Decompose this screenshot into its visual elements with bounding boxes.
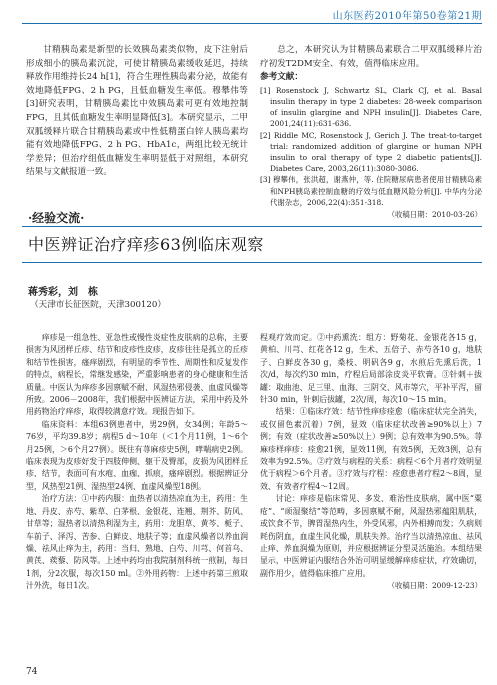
article-authors: 蒋秀彩，刘 栋	[28, 287, 98, 298]
conclusion-paragraph: 总之，本研究认为甘精胰岛素联合二甲双胍缓释片治疗初发T2DM安全、有效，值得临床应用。	[260, 45, 482, 69]
prev-article-discussion	[26, 44, 248, 204]
journal-info: 山东医药2010年第50卷第21期	[332, 11, 482, 22]
prev-article-end	[260, 44, 482, 244]
article-body-left	[26, 332, 248, 662]
header-rule	[22, 23, 482, 24]
discussion-paragraph: 甘精胰岛素是新型的长效胰岛素类似物，皮下注射后形成细小的胰岛素沉淀，可使甘精胰岛素缓收延迟，持续释放作用维持长24 h[1]，符合生理性胰岛素分泌，故能有效地降低FPG、2 h PG，且低血糖发生率低。穆攀伟等[3]研究表明，甘精胰岛素比中效胰岛素可更有效地控制FPG，且其低血糖发生率明显降低[3]。本研究显示，二甲双胍缓释片联合甘精胰岛素或中性低精蛋白锌人胰岛素均能有效地降低FPG、2 h PG、HbA1c，两组比较无统计学差异；但治疗组低血糖发生率明显低于对照组，本研究结果与文献报道一致。	[26, 45, 248, 178]
article-affiliation: （天津市长征医院，天津300120）	[30, 300, 166, 310]
reference-item: [1] Rosenstock J, Schwartz SL, Clark CJ, et al. Basal insulin therapy in type 2 diabetes: 28-week comparison of insulin glargine and NPH insulin[J]. Diabetes Care, 2001,24(11):631-636.	[260, 85, 482, 129]
section-rule-top	[22, 226, 482, 227]
received-date: （收稿日期：2009-12-23）	[387, 581, 482, 591]
body-paragraph: 讨论：痒疹是临床常见、多发、难治性皮肤病，属中医“粟疮”、“顽湿聚结”等范畴，多因禀赋不耐，风湿热邪蕴阻肌肤，或饮食不节，脾胃湿热内生，外受风邪，内外相搏而发；久病则耗伤阴血，血虚生风化燥，肌肤失养。治疗当以清热凉血、祛风止痒、养血润燥为原则，并应根据辨证分型灵活施治。本组结果显示，中医辨证内服结合外治可明显缓解痒疹症状，疗效确切，副作用少，值得临床推广应用。	[260, 494, 482, 578]
body-paragraph: 结果：①临床疗效：结节性痒疹痊愈（临床症状完全消失，或仅留色素沉着）7例，显效（临床症状改善≥90%以上）7例；有效（症状改善≥50%以上）9例；总有效率为90.5%。荨麻疹样痒疹：痊愈21例，显效11例，有效5例，无效3例，总有效率为92.5%。②疗效与病程的关系：病程＜6个月者疗效明显优于病程＞6个月者。③疗效与疗程：痊愈患者疗程2～8周，显效、有效者疗程4～12周。	[260, 407, 482, 491]
running-header	[22, 4, 482, 24]
body-paragraph: 痒疹是一组急性、亚急性或慢性炎症性皮肤病的总称，主要损害为风团样丘疹、结节和皮疹性皮疹，皮疹往往是孤立的丘疹和结节性损害，瘙痒剧烈，有明显的季节性、周期性和反复发作的特点，病程长，常继发感染，严重影响患者的身心健康和生活质量。中医认为痒疹多因禀赋不耐、风湿热邪侵袭、血虚风燥等所致。2006－2008年，我们根据中医辨证方法，采用中药及外用药物治疗痒疹，取得较满意疗效。现报告如下。	[26, 333, 248, 417]
reference-item: [3] 穆攀伟，张洪超，谢燕仲，等. 住院糖尿病患者使用甘精胰岛素和NPH胰岛素控制血糖的疗效与低血糖风险分析[J]. 中华内分泌代谢杂志，2006,22(4):351-318.	[260, 175, 482, 207]
reference-item: [2] Riddle MC, Rosenstock J, Gerich J. The treat-to-target trial: randomized addition of glargine or human NPH insulin to oral therapy of type 2 diabetic patients[J]. Diabetes Care, 2003,26(11):3080-3086.	[260, 130, 482, 174]
article-body-right	[260, 332, 482, 667]
page-number: 74	[26, 667, 38, 677]
received-date: （收稿日期：2010-03-26）	[387, 210, 482, 220]
references-title: 参考文献：	[260, 72, 303, 83]
section-rule-bottom	[22, 262, 482, 263]
body-paragraph: 临床资料：本组63例患者中，男29例，女34例；年龄5～76岁，平均39.8岁；病程5 d～10年（＜1个月11例，1～6个月25例，＞6个月27例）。既往有荨麻疹史5例，哮喘病史2例。临床表现为皮疹好发于四肢伸侧、躯干及臀部，皮损为风团样丘疹、结节，表面可有水疱、血痂、抓痕，瘙痒剧烈。根据辨证分型，风热型21例、湿热型24例、血虚风燥型18例。	[26, 419, 248, 491]
section-label: ·经验交流·	[28, 211, 85, 225]
body-paragraph: 治疗方法：①中药内服：血热者以清热凉血为主，药用：生地、丹皮、赤芍、紫草、白茅根、金银花、连翘、荆芥、防风、甘草等；湿热者以清热利湿为主，药用：龙胆草、黄芩、栀子、车前子、泽泻、苦参、白鲜皮、地肤子等；血虚风燥者以养血润燥、祛风止痒为主，药用：当归、熟地、白芍、川芎、何首乌、黄芪、蒺藜、防风等。上述中药均由我院制剂科统一煎制，每日1剂，分2次服，每次150 ml。②外用药物：上述中药第三煎取汁外洗，每日1次。	[26, 494, 248, 591]
body-paragraph: 程观疗效而定。②中药熏洗：组方：野菊花、金银花各15 g，黄柏、川芎、红花各12 g，生术、五倍子、赤芍各10 g，地肤子、白鲜皮各30 g，桑枝、明矾各9 g，水煎后先熏后洗，1次/d，每次约30 min，疗程后局部涂皮炎平软膏。③针刺＋拔罐：取曲池、足三里、血海、三阴交、风市等穴，平补平泻，留针30 min，针刺后拔罐，2次/周，每次10～15 min。	[260, 333, 482, 405]
article-title: 中医辨证治疗痒疹63例临床观察	[28, 235, 264, 254]
